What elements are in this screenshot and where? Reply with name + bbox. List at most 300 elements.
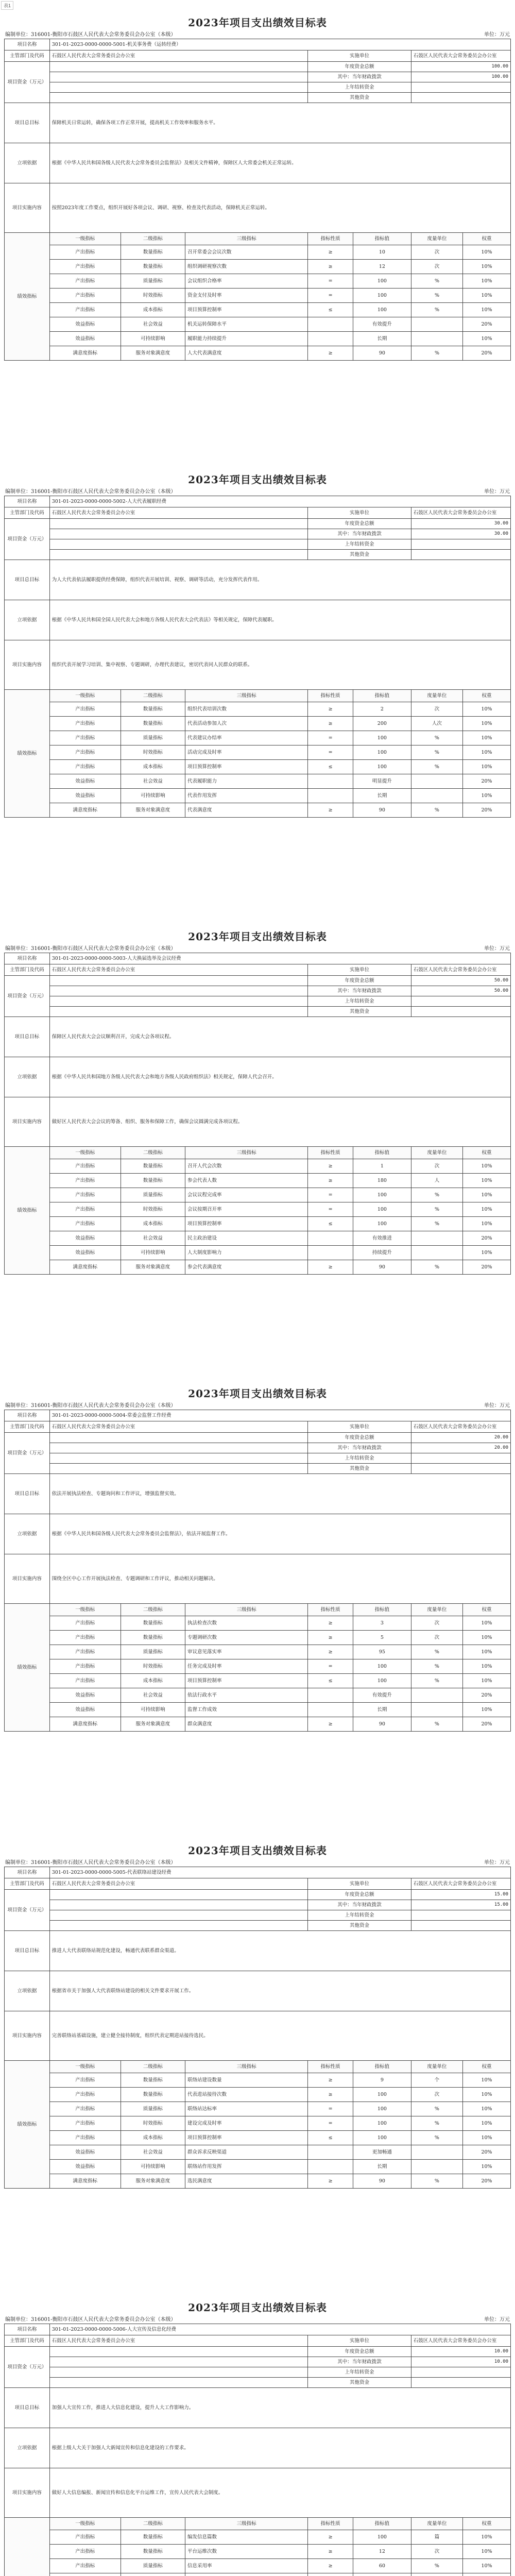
kpi-cell: 次 xyxy=(411,1159,462,1174)
kpi-cell: 100 xyxy=(353,303,411,317)
kpi-header: 指标性质 xyxy=(308,1147,353,1159)
kpi-cell: 联络站达标率 xyxy=(185,2102,308,2116)
kpi-header: 权重 xyxy=(463,233,511,245)
kpi-cell: 效益指标 xyxy=(49,2145,121,2160)
table-row xyxy=(5,2347,511,2357)
kpi-cell: 时效指标 xyxy=(121,1659,185,1674)
field-label: 立项依据 xyxy=(5,1971,50,2011)
table-row xyxy=(5,964,511,976)
table-row xyxy=(5,317,511,332)
fund-value: 100.00 xyxy=(411,72,510,82)
field-label: 主管部门及代码 xyxy=(5,2335,50,2347)
kpi-cell: 20% xyxy=(463,803,511,818)
kpi-cell: 100 xyxy=(353,1217,411,1231)
kpi-cell: 20% xyxy=(463,1231,511,1246)
perf-table xyxy=(4,39,511,361)
field-label: 绩效指标 xyxy=(5,233,50,361)
kpi-cell: 产出指标 xyxy=(49,1659,121,1674)
table-row xyxy=(5,2378,511,2388)
table-row xyxy=(5,1421,511,1433)
kpi-cell: ≥ xyxy=(308,2088,353,2102)
table-row xyxy=(5,1159,511,1174)
kpi-cell: 200 xyxy=(353,717,411,731)
perf-text: 按照2023年度工作要点，组织开展好各项会议、调研、视察、检查及代表活动，保障机关正常运转。 xyxy=(49,183,510,233)
kpi-header: 指标值 xyxy=(353,2061,411,2073)
kpi-cell: 10% xyxy=(463,274,511,289)
fund-label: 年度资金总额 xyxy=(308,519,411,529)
kpi-cell: 产出指标 xyxy=(49,717,121,731)
fund-label: 其他资金 xyxy=(308,550,411,560)
kpi-cell: = xyxy=(308,745,353,760)
table-row xyxy=(5,62,511,72)
kpi-cell: 更加畅通 xyxy=(353,2145,411,2160)
table-row xyxy=(5,803,511,818)
kpi-cell: 次 xyxy=(411,1616,462,1631)
kpi-cell: 有效提升 xyxy=(353,317,411,332)
unit-right: 单位：万元 xyxy=(484,2317,510,2323)
kpi-cell: 10% xyxy=(463,1217,511,1231)
kpi-cell: 平台运维次数 xyxy=(185,2545,308,2559)
fund-value: 15.00 xyxy=(411,1890,510,1900)
kpi-cell: ≥ xyxy=(308,702,353,717)
kpi-cell xyxy=(308,774,353,789)
kpi-cell: = xyxy=(308,1202,353,1217)
field-label: 项目总目标 xyxy=(5,1474,50,1514)
table-row xyxy=(5,274,511,289)
kpi-cell: 10% xyxy=(463,731,511,745)
kpi-cell: 产出指标 xyxy=(49,1159,121,1174)
field-label: 项目资金（万元） xyxy=(5,976,50,1017)
kpi-cell: 100 xyxy=(353,2102,411,2116)
kpi-cell: 20% xyxy=(463,1260,511,1275)
kpi-header: 一级指标 xyxy=(49,1147,121,1159)
kpi-cell: 任务完成及时率 xyxy=(185,1659,308,1674)
kpi-cell: 活动完成及时率 xyxy=(185,745,308,760)
table-row xyxy=(5,1188,511,1202)
kpi-header: 一级指标 xyxy=(49,233,121,245)
kpi-cell: 90 xyxy=(353,1260,411,1275)
kpi-cell: 成本指标 xyxy=(121,1674,185,1688)
fund-spacer xyxy=(49,519,307,529)
kpi-header: 三级指标 xyxy=(185,1604,308,1616)
perf-table xyxy=(4,2324,511,2576)
kpi-cell: 质量指标 xyxy=(121,731,185,745)
table-row xyxy=(5,1231,511,1246)
goal-text: 依法开展执法检查、专题询问和工作评议，增强监督实效。 xyxy=(49,1474,510,1514)
fund-value xyxy=(411,539,510,550)
fund-spacer xyxy=(49,1910,307,1921)
kpi-cell: 组织调研视察次数 xyxy=(185,260,308,274)
fund-value: 15.00 xyxy=(411,1900,510,1910)
table-row xyxy=(5,103,511,143)
kpi-cell: 会议按期召开率 xyxy=(185,1202,308,1217)
table-row xyxy=(5,2367,511,2378)
kpi-cell: ≥ xyxy=(308,1616,353,1631)
kpi-cell: = xyxy=(308,1659,353,1674)
goal-text: 加强人大宣传工作，推进人大信息化建设，提升人大工作影响力。 xyxy=(49,2388,510,2428)
kpi-cell: 数量指标 xyxy=(121,1159,185,1174)
kpi-header: 权重 xyxy=(463,1147,511,1159)
kpi-cell xyxy=(411,1703,462,1717)
kpi-cell: ≤ xyxy=(308,2131,353,2145)
kpi-cell: 100 xyxy=(353,289,411,303)
kpi-cell: 产出指标 xyxy=(49,2131,121,2145)
kpi-cell: 社会效益 xyxy=(121,774,185,789)
kpi-cell: 代表作用发挥 xyxy=(185,789,308,803)
kpi-cell: 100 xyxy=(353,1202,411,1217)
sheet-title: 2023年项目支出绩效目标表 xyxy=(188,930,327,943)
kpi-cell: % xyxy=(411,1659,462,1674)
kpi-cell: 效益指标 xyxy=(49,1703,121,1717)
table-row xyxy=(5,93,511,103)
table-row xyxy=(5,2388,511,2428)
unit-right: 单位：万元 xyxy=(484,1860,510,1866)
table-row xyxy=(5,346,511,361)
kpi-cell: 10% xyxy=(463,2116,511,2131)
field-label: 主管部门及代码 xyxy=(5,964,50,976)
kpi-cell xyxy=(308,1703,353,1717)
kpi-cell: 产出指标 xyxy=(49,289,121,303)
project-name: 301-01-2023-0000-0000-5002-人大代表履职经费 xyxy=(49,496,510,507)
fund-value xyxy=(411,996,510,1007)
kpi-cell: 项目预算控制率 xyxy=(185,2131,308,2145)
kpi-cell: 建设完成及时率 xyxy=(185,2116,308,2131)
kpi-cell: ≤ xyxy=(308,1217,353,1231)
table-row xyxy=(5,2145,511,2160)
kpi-cell: 成本指标 xyxy=(121,1217,185,1231)
kpi-header: 度量单位 xyxy=(411,690,462,702)
kpi-cell: 效益指标 xyxy=(49,1688,121,1703)
field-label: 主管部门及代码 xyxy=(5,1421,50,1433)
kpi-cell xyxy=(411,1246,462,1260)
kpi-cell: 数量指标 xyxy=(121,2073,185,2088)
exec-unit-value: 石鼓区人民代表大会常务委员会办公室 xyxy=(411,1878,510,1890)
fund-value: 30.00 xyxy=(411,529,510,539)
sheet-tab[interactable]: 表1 xyxy=(1,1,13,10)
table-row xyxy=(5,2530,511,2545)
kpi-cell: 10% xyxy=(463,2530,511,2545)
kpi-cell: ≥ xyxy=(308,2174,353,2189)
kpi-cell xyxy=(308,1246,353,1260)
fund-spacer xyxy=(49,2347,307,2357)
kpi-header: 指标值 xyxy=(353,1604,411,1616)
fund-spacer xyxy=(49,529,307,539)
fund-label: 其他资金 xyxy=(308,2378,411,2388)
field-label: 项目实施内容 xyxy=(5,2011,50,2061)
table-row xyxy=(5,1604,511,1616)
meta-row xyxy=(4,1859,511,1867)
dept-value: 石鼓区人民代表大会常务委员会办公室 xyxy=(49,50,307,62)
field-label: 项目名称 xyxy=(5,953,50,964)
kpi-cell: 项目预算控制率 xyxy=(185,760,308,774)
kpi-header: 三级指标 xyxy=(185,2518,308,2530)
table-row xyxy=(5,2559,511,2573)
kpi-cell: 联络站建设数量 xyxy=(185,2073,308,2088)
table-row xyxy=(5,2428,511,2468)
perf-text: 做好区人民代表大会会议的筹备、组织、服务和保障工作，确保会议圆满完成各项议程。 xyxy=(49,1097,510,1147)
kpi-cell: = xyxy=(308,1188,353,1202)
kpi-cell: 10% xyxy=(463,303,511,317)
kpi-cell xyxy=(411,789,462,803)
fund-spacer xyxy=(49,996,307,1007)
kpi-cell: 产出指标 xyxy=(49,303,121,317)
fund-label: 上年结转资金 xyxy=(308,539,411,550)
kpi-header: 指标值 xyxy=(353,1147,411,1159)
fund-label: 上年结转资金 xyxy=(308,2367,411,2378)
kpi-cell: 服务对象满意度 xyxy=(121,2174,185,2189)
field-label: 项目实施内容 xyxy=(5,640,50,690)
kpi-header: 二级指标 xyxy=(121,1147,185,1159)
table-row xyxy=(5,539,511,550)
kpi-cell: % xyxy=(411,289,462,303)
unit-label: 编制单位：316001-衡阳市石鼓区人民代表大会常务委员会办公室（本级） xyxy=(5,1860,176,1866)
kpi-cell xyxy=(411,1688,462,1703)
kpi-cell: 100 xyxy=(353,2530,411,2545)
meta-row xyxy=(4,2316,511,2324)
fund-value xyxy=(411,2378,510,2388)
kpi-cell: 20% xyxy=(463,2174,511,2189)
table-row xyxy=(5,183,511,233)
table-row xyxy=(5,1246,511,1260)
kpi-cell: 质量指标 xyxy=(121,1645,185,1659)
kpi-cell: 成本指标 xyxy=(121,2131,185,2145)
kpi-cell: 产出指标 xyxy=(49,2102,121,2116)
dept-value: 石鼓区人民代表大会常务委员会办公室 xyxy=(49,1878,307,1890)
table-row xyxy=(5,245,511,260)
fund-value xyxy=(411,1921,510,1931)
kpi-cell: 产出指标 xyxy=(49,731,121,745)
kpi-cell: 10% xyxy=(463,745,511,760)
goal-text: 推进人大代表联络站规范化建设，畅通代表联系群众渠道。 xyxy=(49,1931,510,1971)
kpi-cell: 代表建议办结率 xyxy=(185,731,308,745)
perf-sheet xyxy=(4,10,511,467)
kpi-cell xyxy=(353,2573,411,2576)
kpi-cell: 信息采用率 xyxy=(185,2559,308,2573)
table-row xyxy=(5,986,511,996)
perf-text: 组织代表开展学习培训、集中视察、专题调研，办理代表建议，密切代表同人民群众的联系。 xyxy=(49,640,510,690)
table-row xyxy=(5,789,511,803)
kpi-cell: 产出指标 xyxy=(49,2559,121,2573)
kpi-cell: 质量指标 xyxy=(121,2559,185,2573)
meta-row xyxy=(4,945,511,953)
kpi-cell: % xyxy=(411,1645,462,1659)
field-label: 主管部门及代码 xyxy=(5,50,50,62)
table-row xyxy=(5,2088,511,2102)
table-row xyxy=(5,640,511,690)
fund-spacer xyxy=(49,976,307,986)
field-label: 主管部门及代码 xyxy=(5,1878,50,1890)
field-label: 立项依据 xyxy=(5,2428,50,2468)
table-row xyxy=(5,996,511,1007)
kpi-header: 度量单位 xyxy=(411,233,462,245)
kpi-cell xyxy=(308,789,353,803)
kpi-cell: % xyxy=(411,2131,462,2145)
kpi-cell: 时效指标 xyxy=(121,745,185,760)
dept-value: 石鼓区人民代表大会常务委员会办公室 xyxy=(49,1421,307,1433)
kpi-cell: ≥ xyxy=(308,1631,353,1645)
kpi-cell: 产出指标 xyxy=(49,1202,121,1217)
fund-label: 上年结转资金 xyxy=(308,996,411,1007)
kpi-cell: 10% xyxy=(463,2102,511,2116)
field-label: 项目实施内容 xyxy=(5,183,50,233)
kpi-cell: 3 xyxy=(353,1616,411,1631)
kpi-cell: 满意度指标 xyxy=(49,2174,121,2189)
fund-value: 50.00 xyxy=(411,986,510,996)
kpi-cell: 选民满意度 xyxy=(185,2174,308,2189)
kpi-cell: ≥ xyxy=(308,717,353,731)
kpi-cell: 产出指标 xyxy=(49,1174,121,1188)
field-label: 立项依据 xyxy=(5,600,50,640)
kpi-cell: = xyxy=(308,731,353,745)
kpi-cell: 参会代表满意度 xyxy=(185,1260,308,1275)
unit-label: 编制单位：316001-衡阳市石鼓区人民代表大会常务委员会办公室（本级） xyxy=(5,2317,176,2323)
fund-value: 20.00 xyxy=(411,1443,510,1453)
kpi-cell xyxy=(49,2573,121,2576)
table-row xyxy=(5,1703,511,1717)
kpi-cell: 监督工作成效 xyxy=(185,1703,308,1717)
fund-spacer xyxy=(49,2378,307,2388)
kpi-cell: 2 xyxy=(353,702,411,717)
kpi-header: 权重 xyxy=(463,2518,511,2530)
kpi-cell: 长期 xyxy=(353,2160,411,2174)
unit-label: 编制单位：316001-衡阳市石鼓区人民代表大会常务委员会办公室（本级） xyxy=(5,489,176,495)
kpi-cell: 100 xyxy=(353,2088,411,2102)
table-row xyxy=(5,1202,511,1217)
kpi-cell: 社会效益 xyxy=(121,317,185,332)
document-body xyxy=(0,10,515,2576)
field-label: 主管部门及代码 xyxy=(5,507,50,519)
table-row xyxy=(5,1443,511,1453)
field-label: 立项依据 xyxy=(5,1514,50,1554)
kpi-cell: 90 xyxy=(353,1717,411,1732)
kpi-cell: 10% xyxy=(463,2073,511,2088)
table-row xyxy=(5,2174,511,2189)
kpi-header: 指标值 xyxy=(353,233,411,245)
kpi-header: 指标性质 xyxy=(308,1604,353,1616)
fund-spacer xyxy=(49,550,307,560)
exec-unit-value: 石鼓区人民代表大会常务委员会办公室 xyxy=(411,1421,510,1433)
kpi-cell: ≥ xyxy=(308,2559,353,2573)
sheet-title: 2023年项目支出绩效目标表 xyxy=(188,16,327,29)
sheet-title: 2023年项目支出绩效目标表 xyxy=(188,473,327,486)
perf-text: 围绕全区中心工作开展执法检查、专题调研和工作评议，推动相关问题解决。 xyxy=(49,1554,510,1604)
table-row xyxy=(5,507,511,519)
fund-spacer xyxy=(49,1921,307,1931)
kpi-header: 一级指标 xyxy=(49,2518,121,2530)
fund-value xyxy=(411,1910,510,1921)
table-row xyxy=(5,1097,511,1147)
kpi-cell: 10% xyxy=(463,789,511,803)
table-row xyxy=(5,702,511,717)
kpi-header: 二级指标 xyxy=(121,2061,185,2073)
kpi-cell: % xyxy=(411,1674,462,1688)
kpi-cell xyxy=(121,2573,185,2576)
fund-spacer xyxy=(49,1443,307,1453)
kpi-cell: 项目预算控制率 xyxy=(185,1217,308,1231)
kpi-cell: 产出指标 xyxy=(49,745,121,760)
kpi-cell: 代表进站接待次数 xyxy=(185,2088,308,2102)
sheet-title: 2023年项目支出绩效目标表 xyxy=(188,1387,327,1400)
kpi-cell xyxy=(411,2145,462,2160)
kpi-cell: % xyxy=(411,1202,462,1217)
fund-value xyxy=(411,1007,510,1017)
perf-text: 完善联络站基础设施，建立健全接待制度，组织代表定期进站接待选民。 xyxy=(49,2011,510,2061)
kpi-cell: 有效提升 xyxy=(353,1688,411,1703)
table-row xyxy=(5,233,511,245)
fund-value: 10.00 xyxy=(411,2357,510,2367)
kpi-cell: 产出指标 xyxy=(49,260,121,274)
kpi-cell: % xyxy=(411,2174,462,2189)
kpi-cell: 数量指标 xyxy=(121,1631,185,1645)
kpi-cell: 效益指标 xyxy=(49,332,121,346)
fund-value: 20.00 xyxy=(411,1433,510,1443)
kpi-cell: 100 xyxy=(353,745,411,760)
kpi-cell: 10% xyxy=(463,1703,511,1717)
fund-value xyxy=(411,93,510,103)
kpi-cell: = xyxy=(308,289,353,303)
kpi-cell: ≥ xyxy=(308,2530,353,2545)
kpi-cell: % xyxy=(411,745,462,760)
kpi-cell: 服务对象满意度 xyxy=(121,346,185,361)
field-label: 项目资金（万元） xyxy=(5,1890,50,1931)
table-row xyxy=(5,2011,511,2061)
kpi-cell: % xyxy=(411,1217,462,1231)
table-row xyxy=(5,550,511,560)
table-row xyxy=(5,1007,511,1017)
field-label: 实施单位 xyxy=(308,2335,411,2347)
kpi-cell: 10% xyxy=(463,760,511,774)
kpi-cell: 效益指标 xyxy=(49,2160,121,2174)
kpi-cell: 满意度指标 xyxy=(49,803,121,818)
kpi-cell: ≤ xyxy=(308,303,353,317)
kpi-cell: 12 xyxy=(353,260,411,274)
table-row xyxy=(5,1433,511,1443)
basis-text: 根据省市关于加强人大代表联络站建设的相关文件要求开展工作。 xyxy=(49,1971,510,2011)
kpi-cell: 产出指标 xyxy=(49,2073,121,2088)
table-row xyxy=(5,289,511,303)
table-row xyxy=(5,1410,511,1421)
kpi-cell xyxy=(308,2160,353,2174)
table-row xyxy=(5,143,511,183)
kpi-cell: % xyxy=(411,760,462,774)
table-row xyxy=(5,529,511,539)
kpi-cell: 90 xyxy=(353,803,411,818)
kpi-cell: 可持续影响 xyxy=(121,1246,185,1260)
kpi-cell: 数量指标 xyxy=(121,702,185,717)
kpi-cell: 数量指标 xyxy=(121,245,185,260)
kpi-cell: 100 xyxy=(353,760,411,774)
kpi-cell: 组织代表培训次数 xyxy=(185,702,308,717)
kpi-cell xyxy=(463,2573,511,2576)
kpi-cell: 服务对象满意度 xyxy=(121,1260,185,1275)
kpi-cell: 项目预算控制率 xyxy=(185,1674,308,1688)
fund-label: 年度资金总额 xyxy=(308,976,411,986)
kpi-cell: ≥ xyxy=(308,2073,353,2088)
table-row xyxy=(5,1971,511,2011)
field-label: 项目名称 xyxy=(5,1410,50,1421)
kpi-cell: ≥ xyxy=(308,803,353,818)
field-label: 项目名称 xyxy=(5,1867,50,1878)
kpi-cell: 群众满意度 xyxy=(185,1717,308,1732)
table-row xyxy=(5,2324,511,2335)
field-label: 项目总目标 xyxy=(5,1931,50,1971)
kpi-cell: 10% xyxy=(463,1616,511,1631)
kpi-cell: 10 xyxy=(353,245,411,260)
kpi-cell: 90 xyxy=(353,346,411,361)
kpi-cell: 10% xyxy=(463,1188,511,1202)
kpi-cell: % xyxy=(411,346,462,361)
kpi-cell: 90 xyxy=(353,2174,411,2189)
